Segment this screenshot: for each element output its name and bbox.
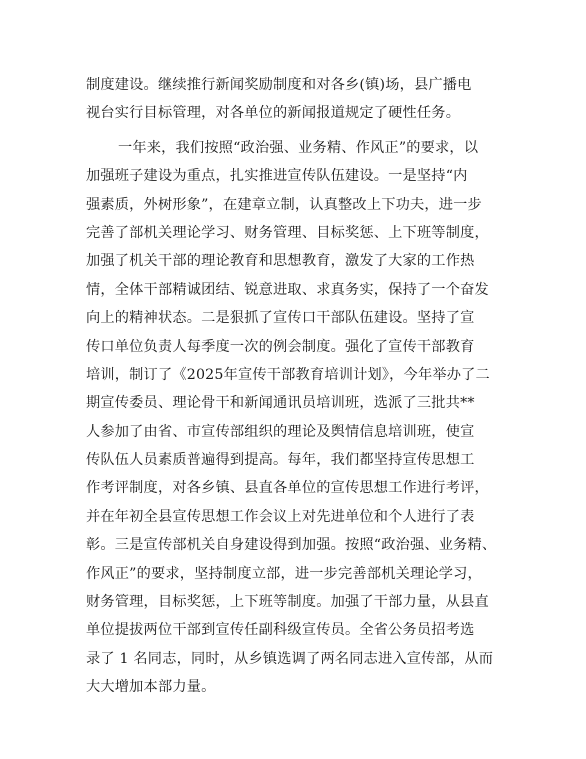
document-body xyxy=(86,71,506,702)
paragraph-line: 财务管理，目标奖惩，上下班等制度。加强了干部力量，从县直 xyxy=(86,594,489,611)
paragraph-line: 并在年初全县宣传思想工作会议上对先进单位和个人进行了表 xyxy=(86,508,475,525)
paragraph-2 xyxy=(86,134,506,702)
paragraph-line: 加强了机关干部的理论教育和思想教育，激发了大家的工作热 xyxy=(86,253,475,270)
paragraph-line: 彰。三是宣传部机关自身建设得到加强。按照“政治强、业务精、 xyxy=(86,537,497,554)
paragraph-line: 培训，制订了《2025年宣传干部教育培训计划》，今年举办了二 xyxy=(86,366,490,383)
paragraph-1 xyxy=(86,71,506,128)
paragraph-first-line: 一年来，我们按照“政治强、业务精、作风正”的要求，以 xyxy=(118,139,479,156)
paragraph-line: 向上的精神状态。二是狠抓了宣传口干部队伍建设。坚持了宣 xyxy=(86,310,475,327)
paragraph-line: 情，全体干部精诚团结、锐意进取、求真务实，保持了一个奋发 xyxy=(86,281,489,298)
paragraph-line: 大大增加本部力量。 xyxy=(86,679,216,696)
paragraph-line: 强素质，外树形象”，在建章立制，认真整改上下功夫，进一步 xyxy=(86,196,482,213)
paragraph-line: 人参加了由省、市宣传部组织的理论及舆情信息培训班，使宣 xyxy=(86,423,475,440)
paragraph-line: 单位提拔两位干部到宣传任副科级宣传员。全省公务员招考选 xyxy=(86,622,475,639)
paragraph-line: 作风正”的要求，坚持制度立部，进一步完善部机关理论学习， xyxy=(86,565,482,582)
paragraph-line: 传口单位负责人每季度一次的例会制度。强化了宣传干部教育 xyxy=(86,338,475,355)
paragraph-line: 期宣传委员、理论骨干和新闻通讯员培训班，选派了三批共** xyxy=(86,395,475,412)
paragraph-line: 完善了部机关理论学习、财务管理、目标奖惩、上下班等制度， xyxy=(86,224,489,241)
paragraph-line: 视台实行目标管理，对各单位的新闻报道规定了硬性任务。 xyxy=(86,105,461,122)
paragraph-line: 传队伍人员素质普遍得到提高。每年，我们都坚持宣传思想工 xyxy=(86,452,475,469)
paragraph-line: 制度建设。继续推行新闻奖励制度和对各乡(镇)场，县广播电 xyxy=(86,77,472,93)
paragraph-line: 作考评制度，对各乡镇、县直各单位的宣传思想工作进行考评， xyxy=(86,480,489,497)
paragraph-line: 录了 1 名同志，同时，从乡镇选调了两名同志进入宣传部，从而 xyxy=(86,650,494,667)
paragraph-line: 加强班子建设为重点，扎实推进宣传队伍建设。一是坚持“内 xyxy=(86,168,468,185)
